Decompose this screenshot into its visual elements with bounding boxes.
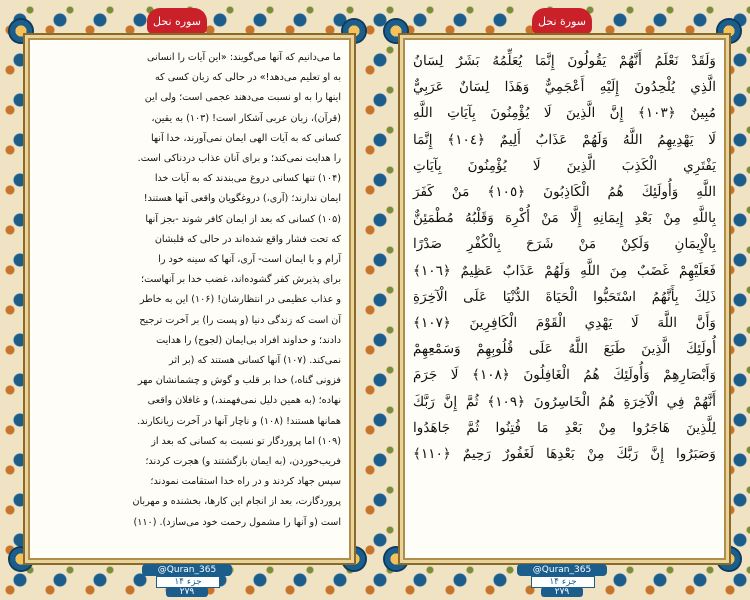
surah-title-badge: سوره نحل xyxy=(147,8,207,34)
verse-line: أُولَئِكَ الَّذِينَ طَبَعَ اللَّهُ عَلَى قُلُوبِهِمْ وَسَمْعِهِمْ xyxy=(413,341,716,358)
page-footer xyxy=(517,565,607,597)
translation-line: (قرآن)، زبان عربی آشکار است! (۱۰۳) به یقین، xyxy=(151,112,341,124)
verse-line: ذَلِكَ بِأَنَّهُمُ اسْتَحَبُّوا الْحَيَاةَ الدُّنْيَا عَلَى الْآخِرَةِ xyxy=(413,288,716,305)
translation-line: اینها را به او نسبت می‌دهند عجمی است؛ ولی این xyxy=(144,92,341,104)
verse-line: مُبِينٌ ﴿١٠٣﴾ إِنَّ الَّذِينَ لَا يُؤْمِنُونَ بِآيَاتِ اللَّهِ xyxy=(413,105,717,122)
translation-line: است (و آنها را مشمول رحمت خود می‌سازد). (۱۱۰) xyxy=(133,516,341,528)
translation-line: سپس جهاد کردند و در راه خدا استقامت نمودند؛ xyxy=(150,476,341,488)
translation-line: آرام و با ایمان است- آری، آنها که سینه خود را xyxy=(158,254,341,266)
translation-line: ما می‌دانیم که آنها می‌گویند: «این آیات را انسانی xyxy=(147,52,341,63)
translation-line: آن است که زندگی دنیا (و پست را) بر آخرت ترجیح xyxy=(139,314,341,326)
translation-line: نهاده؛ (به همین دلیل نمی‌فهمند،) و غافلان واقعی xyxy=(147,395,341,407)
translation-line: دادند؛ و خداوند افراد بی‌ایمان (لجوج) را هدایت xyxy=(156,334,341,346)
verse-line: يَفْتَرِي الْكَذِبَ الَّذِينَ لَا يُؤْمِنُونَ بِآيَاتِ xyxy=(413,157,716,174)
translation-text xyxy=(38,48,341,550)
verse-line: لَا يَهْدِيهِمُ اللَّهُ وَلَهُمْ عَذَابٌ أَلِيمٌ ﴿١٠٤﴾ إِنَّمَا xyxy=(413,131,716,148)
page-footer xyxy=(142,565,232,597)
verse-line: اللَّهِ وَأُولَئِكَ هُمُ الْكَاذِبُونَ ﴿١٠٥﴾ مَنْ كَفَرَ xyxy=(413,184,716,201)
translation-line: را هدایت نمی‌کند؛ و برای آنان عذاب دردناکی است. xyxy=(137,153,341,165)
translation-line: نمی‌کند. (۱۰۷) آنها کسانی هستند که (بر اثر xyxy=(169,355,341,367)
translation-line: که تحت فشار واقع شده‌اند در حالی که قلبشان xyxy=(154,233,341,245)
text-frame xyxy=(28,38,351,560)
translation-line: فریب‌خوردن، (به ایمان بازگشتند و) هجرت کردند؛ xyxy=(145,456,341,468)
translation-line: فزونی گناه،) خدا بر قلب و گوش و چشمانشان مهر xyxy=(137,375,341,387)
page-number: ۲۷۹ xyxy=(541,587,583,597)
juz-label: جزء ۱۴ xyxy=(156,576,220,588)
verse-line: وَلَقَدْ نَعْلَمُ أَنَّهُمْ يَقُولُونَ إِنَّمَا يُعَلِّمُهُ بَشَرٌ لِسَانُ xyxy=(413,53,716,69)
verse-line: لِلَّذِينَ هَاجَرُوا مِنْ بَعْدِ مَا فُتِنُوا ثُمَّ جَاهَدُوا xyxy=(413,419,716,436)
verse-line: الَّذِي يُلْحِدُونَ إِلَيْهِ أَعْجَمِيٌّ وَهَذَا لِسَانٌ عَرَبِيٌّ xyxy=(413,79,716,96)
quran-page xyxy=(375,0,750,600)
verse-line: وَصَبَرُوا إِنَّ رَبَّكَ مِنْ بَعْدِهَا لَغَفُورٌ رَحِيمٌ ﴿١١٠﴾ xyxy=(413,446,716,463)
juz-label: جزء ۱۴ xyxy=(531,576,595,588)
translation-line: به او تعلیم می‌دهد!» در حالی که زبان کسی که xyxy=(154,72,341,84)
translation-line: (۱۰۵) کسانی که بعد از ایمان کافر شوند -بجز آنها xyxy=(145,213,341,225)
channel-handle: @Quran_365 xyxy=(517,564,607,576)
channel-handle: @Quran_365 xyxy=(142,564,232,576)
translation-line: کسانی که به آیات الهی ایمان نمی‌آورند، خدا آنها xyxy=(150,132,341,144)
translation-line: و عذاب عظیمی در انتظارشان! (۱۰۶) این به خاطر xyxy=(139,294,341,306)
translation-line: برای پذیرش کفر گشوده‌اند، غضب خدا بر آنهاست؛ xyxy=(141,274,341,286)
translation-line: ایمان ندارند؛ (آری،) دروغگویان واقعی آنها هستند! xyxy=(143,193,341,205)
verse-line: وَأَبْصَارِهِمْ وَأُولَئِكَ هُمُ الْغَافِلُونَ ﴿١٠٨﴾ لَا جَرَمَ xyxy=(413,367,717,384)
verse-line: وَأَنَّ اللَّهَ لَا يَهْدِي الْقَوْمَ الْكَافِرِينَ ﴿١٠٧﴾ xyxy=(413,315,716,332)
translation-line: (۱۰۴) تنها کسانی دروغ می‌بندند که به آیات خدا xyxy=(154,173,341,185)
verse-line: بِاللَّهِ مِنْ بَعْدِ إِيمَانِهِ إِلَّا مَنْ أُكْرِهَ وَقَلْبُهُ مُطْمَئِنٌّ xyxy=(413,210,716,227)
translation-line: همانها هستند! (۱۰۸) و ناچار آنها در آخرت زیانکارند. xyxy=(137,415,341,427)
page-number: ۲۷۹ xyxy=(166,587,208,597)
surah-title-badge: سورة نحل xyxy=(532,8,592,34)
verse-line: فَعَلَيْهِمْ غَضَبٌ مِنَ اللَّهِ وَلَهُمْ عَذَابٌ عَظِيمٌ ﴿١٠٦﴾ xyxy=(413,262,716,279)
translation-line: (۱۰۹) اما پروردگار تو نسبت به کسانی که بعد از xyxy=(151,435,341,447)
verse-line: بِالْإِيمَانِ وَلَكِنْ مَنْ شَرَحَ بِالْكُفْرِ صَدْرًا xyxy=(413,236,716,253)
text-frame xyxy=(403,38,726,560)
quran-text xyxy=(413,48,716,550)
translation-line: پروردگارت، بعد از انجام این کارها، بخشنده و مهربان xyxy=(132,496,341,508)
verse-line: أَنَّهُمْ فِي الْآخِرَةِ هُمُ الْخَاسِرُونَ ﴿١٠٩﴾ ثُمَّ إِنَّ رَبَّكَ xyxy=(413,393,716,410)
